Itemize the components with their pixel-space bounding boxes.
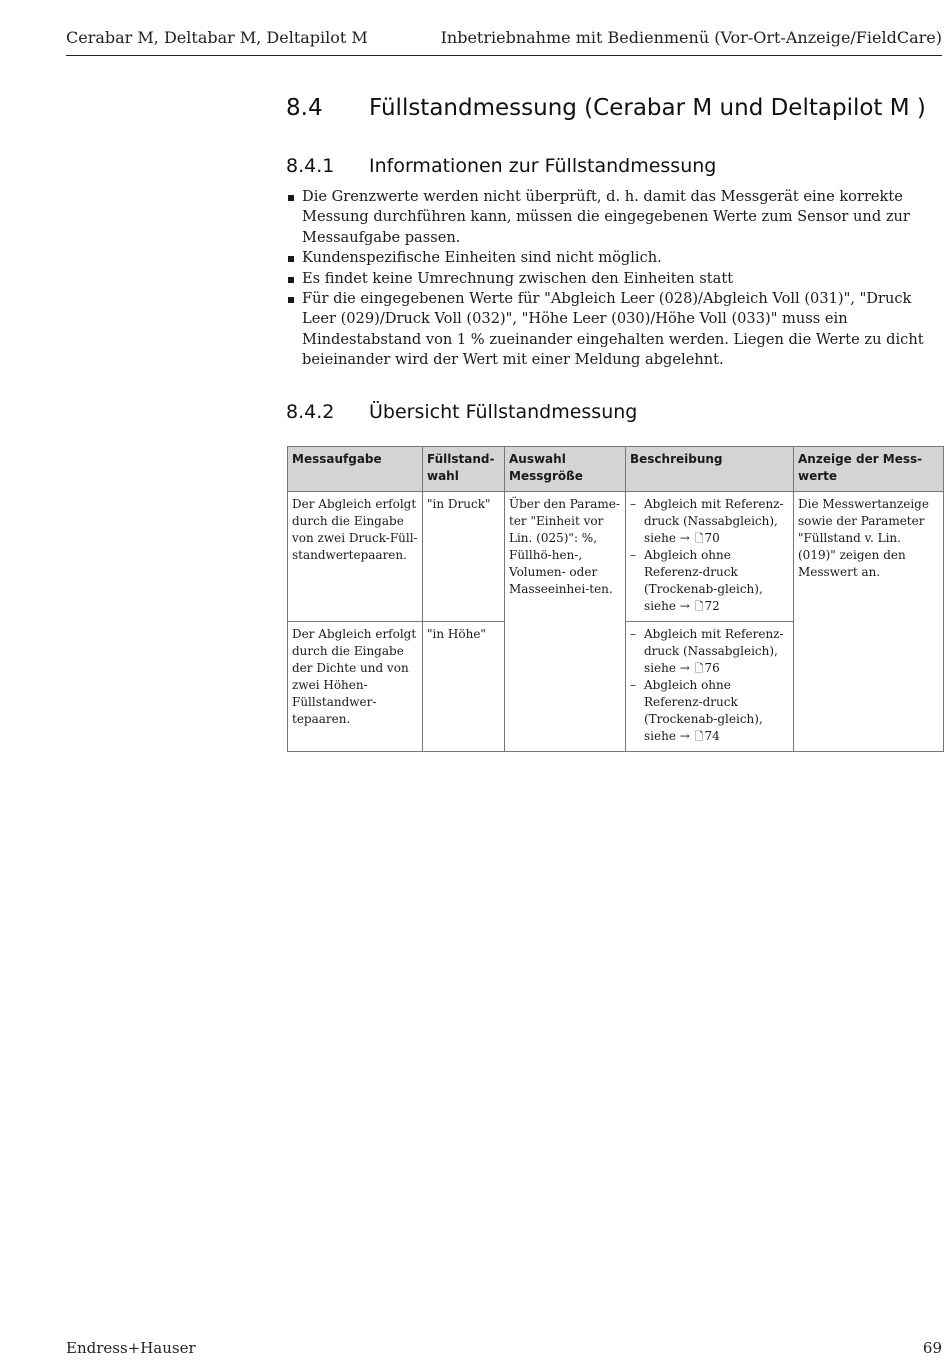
display-cell: Die Messwertanzeige sowie der Parameter "Füllstand v. Lin. (019)" zeigen den Messwert an.: [794, 492, 944, 752]
header-divider: [66, 55, 942, 56]
info-bullet-list: [286, 187, 942, 371]
selection-cell: "in Druck": [423, 492, 505, 622]
section-heading: [286, 92, 926, 124]
page-ref[interactable]: 76: [704, 661, 720, 675]
description-item: – Abgleich ohne Referenz-druck (Trockenab-gleich), siehe → 🗋74: [630, 677, 789, 745]
list-item: Die Grenzwerte werden nicht überprüft, d. h. damit das Messgerät eine korrekte Messung durchführen kann, müssen die eingegebenen Werte zum Sensor und zur Messaufgabe passen.: [286, 187, 942, 248]
selection-cell: "in Höhe": [423, 622, 505, 752]
page-ref-icon: 🗋: [694, 730, 704, 743]
list-item: Für die eingegebenen Werte für "Abgleich Leer (028)/Abgleich Voll (031)", "Druck Leer (029)/Druck Voll (032)", "Höhe Leer (030)/Höhe Voll (033)" muss ein Mindestabstand von 1 % zueinander eingehalten werden. Liegen die Werte zu dicht beieinander wird der Wert mit einer Meldung abgelehnt.: [286, 289, 942, 371]
subsection-heading-info: [286, 153, 716, 179]
header-chapter-title: Inbetriebnahme mit Bedienmenü (Vor-Ort-Anzeige/FieldCare): [440, 28, 942, 47]
description-cell: [626, 622, 794, 752]
column-header: Beschreibung: [626, 447, 794, 492]
description-item: – Abgleich mit Referenz-druck (Nassabgleich), siehe → 🗋70: [630, 496, 789, 547]
subsection-number: 8.4.1: [286, 155, 335, 177]
description-item: – Abgleich mit Referenz-druck (Nassabgleich), siehe → 🗋76: [630, 626, 789, 677]
table-header-row: [288, 447, 944, 492]
header-product-names: Cerabar M, Deltabar M, Deltapilot M: [66, 28, 368, 47]
description-item: – Abgleich ohne Referenz-druck (Trockenab-gleich), siehe → 🗋72: [630, 547, 789, 615]
list-item: Es findet keine Umrechnung zwischen den Einheiten statt: [286, 269, 942, 289]
page-ref[interactable]: 70: [704, 531, 720, 545]
section-title: Füllstandmessung (Cerabar M und Deltapilot M ): [369, 95, 926, 121]
page-ref-icon: 🗋: [694, 600, 704, 613]
task-cell: Der Abgleich erfolgt durch die Eingabe von zwei Druck-Füll-standwertepaaren.: [288, 492, 423, 622]
page-number: 69: [922, 1339, 942, 1357]
page-ref-icon: 🗋: [694, 532, 704, 545]
page-ref[interactable]: 72: [704, 599, 720, 613]
column-header: Füllstand-wahl: [423, 447, 505, 492]
footer-brand: Endress+Hauser: [66, 1339, 196, 1357]
table-row: [288, 492, 944, 622]
measured-variable-cell: Über den Parame-ter "Einheit vor Lin. (025)": %, Füllhö-hen-, Volumen- oder Masseeinhei-ten.: [505, 492, 626, 752]
description-cell: [626, 492, 794, 622]
column-header: Anzeige der Mess-werte: [794, 447, 944, 492]
subsection-heading-overview: [286, 399, 637, 425]
subsection-title: Übersicht Füllstandmessung: [369, 401, 638, 423]
subsection-number: 8.4.2: [286, 401, 335, 423]
column-header: Messaufgabe: [288, 447, 423, 492]
page-ref[interactable]: 74: [704, 729, 720, 743]
list-item: Kundenspezifische Einheiten sind nicht möglich.: [286, 248, 942, 268]
subsection-title: Informationen zur Füllstandmessung: [369, 155, 717, 177]
overview-table: [287, 446, 944, 752]
column-header: Auswahl Messgröße: [505, 447, 626, 492]
task-cell: Der Abgleich erfolgt durch die Eingabe der Dichte und von zwei Höhen-Füllstandwer-tepaaren.: [288, 622, 423, 752]
page-ref-icon: 🗋: [694, 662, 704, 675]
section-number: 8.4: [286, 95, 323, 121]
